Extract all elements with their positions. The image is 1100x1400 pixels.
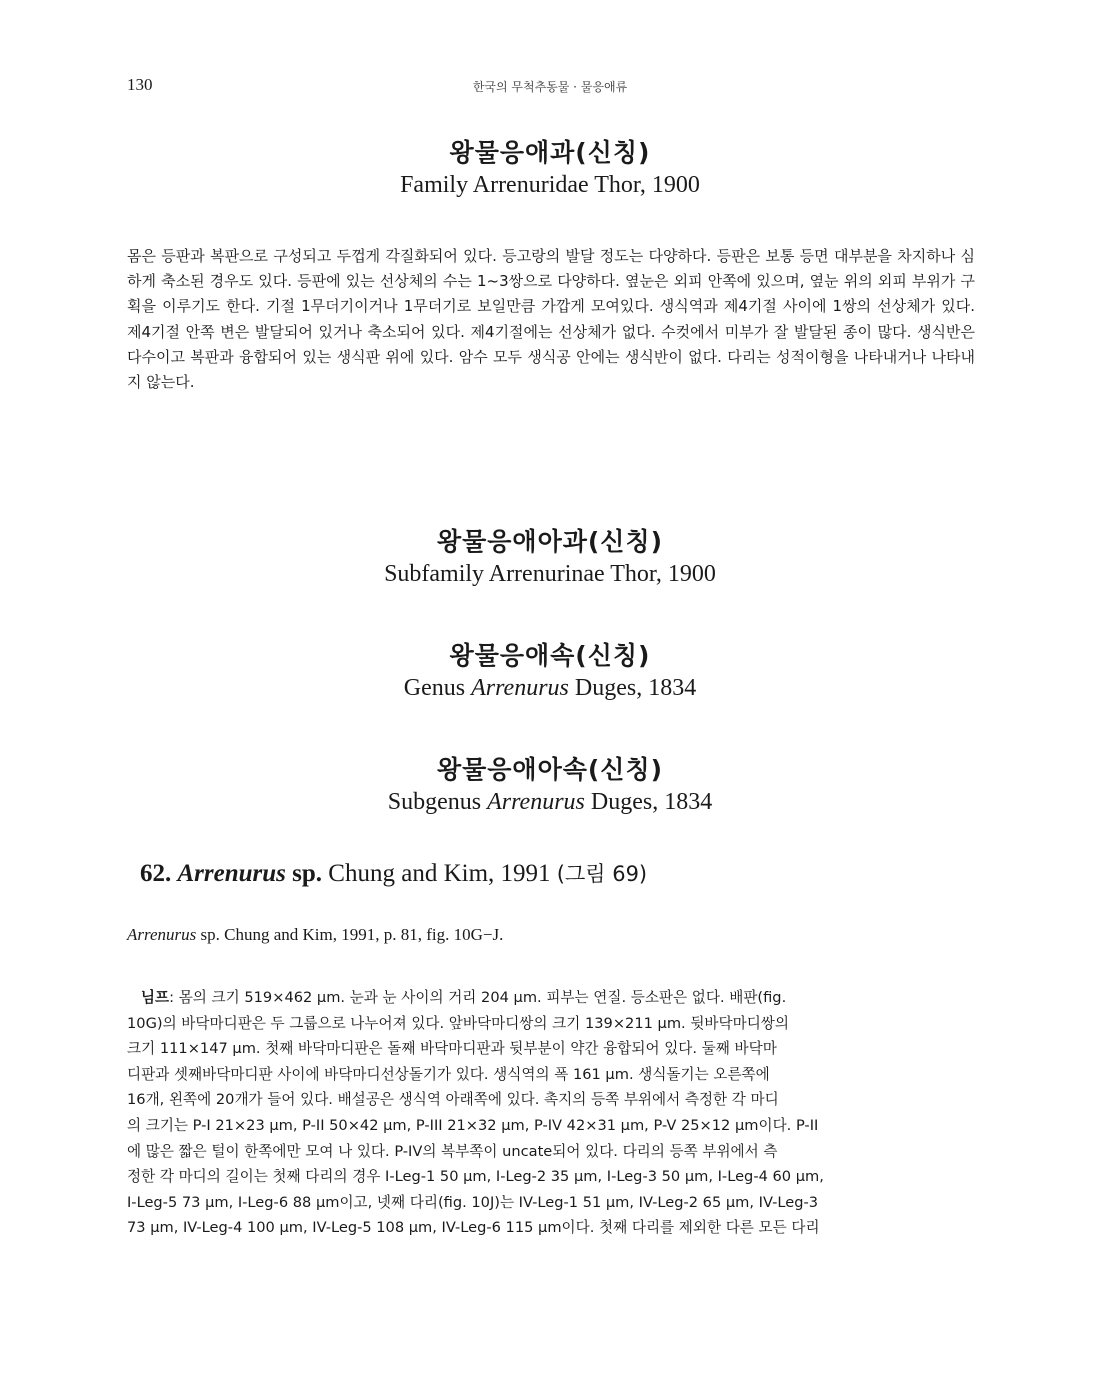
subfamily-title-english: Subfamily Arrenurinae Thor, 1900 (384, 561, 716, 587)
nymph-line: 16개, 왼쪽에 20개가 들어 있다. 배설공은 생식역 아래쪽에 있다. 촉지의 등쪽 부위에서 측정한 각 마디 (127, 1091, 779, 1109)
subgenus-name: Arrenurus (487, 789, 585, 815)
nymph-line: I-Leg-5 73 μm, I-Leg-6 88 μm이고, 넷째 다리(fig. 10J)는 IV-Leg-1 51 μm, IV-Leg-2 65 μm, IV-Leg-3 (127, 1193, 819, 1211)
genus-name: Arrenurus (471, 675, 569, 701)
nymph-line: 73 μm, IV-Leg-4 100 μm, IV-Leg-5 108 μm, IV-Leg-6 115 μm이다. 첫째 다리를 제외한 다른 모든 다리 (127, 1219, 820, 1237)
genus-title-korean: 왕물응애속(신칭) (449, 641, 651, 670)
subgenus-title-english (0, 789, 1100, 816)
nymph-description (127, 985, 975, 1241)
synonym-citation (127, 925, 503, 945)
nymph-line: 의 크기는 P-I 21×23 μm, P-II 50×42 μm, P-III 21×32 μm, P-IV 42×31 μm, P-V 25×12 μm이다. P-II (127, 1116, 819, 1134)
synonym-genus: Arrenurus (127, 925, 197, 944)
synonym-reference: sp. Chung and Kim, 1991, p. 81, fig. 10G−J. (200, 925, 504, 944)
subgenus-title-korean: 왕물응애아속(신칭) (436, 755, 664, 784)
genus-title-english (0, 675, 1100, 702)
nymph-line: 님프: 몸의 크기 519×462 μm. 눈과 눈 사이의 거리 204 μm. 피부는 연질. 등소판은 없다. 배판(fig. (140, 989, 787, 1006)
species-authority: Chung and Kim, 1991 (328, 860, 551, 887)
family-title-english: Family Arrenuridae Thor, 1900 (400, 172, 700, 198)
subfamily-title-korean: 왕물응애아과(신칭) (436, 527, 664, 556)
nymph-line: 정한 각 마디의 길이는 첫째 다리의 경우 I-Leg-1 50 μm, I-Leg-2 35 μm, I-Leg-3 50 μm, I-Leg-4 60 μm, (127, 1168, 824, 1186)
species-genus: Arrenurus (177, 860, 286, 887)
nymph-line: 10G)의 바닥마디판은 두 그룹으로 나누어져 있다. 앞바닥마디쌍의 크기 139×211 μm. 뒷바닥마디쌍의 (127, 1014, 789, 1032)
nymph-line: 디판과 셋째바닥마디판 사이에 바닥마디선상돌기가 있다. 생식역의 폭 161 μm. 생식돌기는 오른쪽에 (127, 1065, 770, 1083)
family-title-korean: 왕물응애과(신칭) (449, 138, 651, 167)
nymph-line: 크기 111×147 μm. 첫째 바닥마디판은 돌째 바닥마디판과 뒷부분이 약간 융합되어 있다. 둘째 바닥마 (127, 1040, 777, 1058)
nymph-line: 에 많은 짧은 털이 한쪽에만 모여 나 있다. P-IV의 복부쪽이 uncate되어 있다. 다리의 등쪽 부위에서 측 (127, 1142, 778, 1160)
nymph-label: 님프 (140, 989, 170, 1006)
nymph-line-text: 몸의 크기 519×462 μm. 눈과 눈 사이의 거리 204 μm. 피부는 연질. 등소판은 없다. 배판(fig. (178, 989, 787, 1006)
subgenus-authority: Duges, 1834 (590, 789, 713, 815)
species-figure-ref: (그림 69) (556, 862, 648, 886)
species-sp: sp. (292, 860, 323, 887)
family-description: 몸은 등판과 복판으로 구성되고 두껍게 각질화되어 있다. 등고랑의 발달 정도는 다양하다. 등판은 보통 등면 대부분을 차지하나 심하게 축소된 경우도 있다. 등판에 있는 선상체의 수는 1~3쌍으로 다양하다. 옆눈은 외피 안쪽에 있으며, 옆눈 위의 외피 부위가 구획을 이루기도 한다. 기절 1무더기이거나 1무더기로 보일만큼 가깝게 모여있다. 생식역과 제4기절 사이에 1쌍의 선상체가 있다. 제4기절 안쪽 변은 발달되어 있거나 축소되어 있다. 제4기절에는 선상체가 없다. 수컷에서 미부가 잘 발달된 종이 많다. 생식반은 다수이고 복판과 융합되어 있는 생식판 위에 있다. 암수 모두 생식공 안에는 생식반이 없다. 다리는 성적이형을 나타내거나 나타내지 않는다. (127, 247, 975, 392)
species-heading (140, 858, 647, 888)
genus-prefix: Genus (403, 675, 466, 701)
genus-authority: Duges, 1834 (574, 675, 697, 701)
species-number: 62. (140, 860, 172, 887)
running-title: 한국의 무척추동물 · 물응애류 (472, 80, 628, 94)
subgenus-prefix: Subgenus (387, 789, 482, 815)
page-number: 130 (127, 75, 153, 94)
